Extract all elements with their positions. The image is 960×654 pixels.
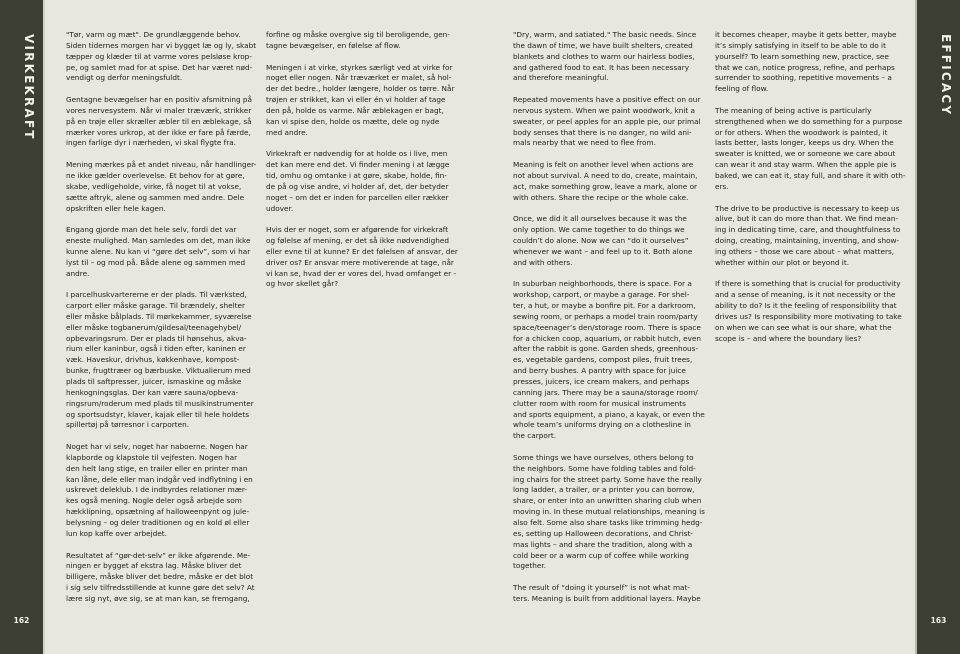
text-line: whether within our plot or beyond it. — [715, 257, 850, 267]
text-line: tid, omhu og omtanke i at gøre, skabe, holde, fin- — [266, 170, 447, 180]
text-line: ter, a hut, or maybe a bonfire pit. For a darkroom, — [513, 301, 696, 311]
paragraph — [66, 160, 262, 214]
text-line: In suburban neighborhoods, there is space. For a — [513, 279, 692, 289]
paragraph — [513, 214, 709, 268]
text-line: ters. Meaning is built from additional layers. Maybe — [513, 593, 701, 603]
text-line: trøjen er strikket, kan vi eller én vi holder af tage — [266, 95, 446, 105]
text-line: Resultatet af “gør-det-selv” er ikke afgørende. Me- — [66, 550, 251, 560]
right-side-band — [917, 0, 960, 654]
text-line: vendigt og derfor meningsfuldt. — [66, 73, 183, 83]
text-line: lasts better, lasts longer, keeps us dry. When the — [715, 138, 894, 148]
text-line: "Tør, varm og mæt". De grundlæggende behov. — [66, 30, 241, 39]
left-page-column-1 — [66, 30, 262, 616]
text-line: doing, creating, maintaining, inventing, and show- — [715, 236, 900, 246]
text-line: surrender to soothing, repetitive movements – a — [715, 73, 892, 83]
text-line: noget eller nogen. Når træværket er malet, så hol- — [266, 73, 452, 83]
text-line: klapborde og klapstole til vejfesten. Nogen har — [66, 452, 238, 462]
text-line: the neighbors. Some have folding tables and fold- — [513, 463, 696, 473]
text-line: sewing room, or perhaps a model train room/party — [513, 311, 698, 321]
paragraph — [66, 290, 262, 431]
text-line: sweater, or peel apples for an apple pie, our primal — [513, 116, 701, 126]
paragraph — [266, 225, 462, 290]
text-line: der det bedre., holder længere, holder os tørre. Når — [266, 84, 455, 94]
text-line: vi kan se, hvad der er vores del, hvad omfanget er - — [266, 268, 457, 278]
paragraph — [513, 583, 709, 605]
text-line: sætte aftryk, alene og sammen med andre. Dele — [66, 192, 245, 202]
text-line: strengthened when we do something for a purpose — [715, 116, 903, 126]
text-line: or for others. When the woodwork is painted, it — [715, 127, 888, 137]
text-line: blankets and clothes to warm our hairless bodies, — [513, 51, 695, 61]
text-line: udover. — [266, 203, 294, 213]
text-line: og følelse af mening, er det så ikke nødvendighed — [266, 236, 450, 246]
text-line: Meaning is felt on another level when actions are — [513, 160, 694, 170]
text-line: ing chairs for the street party. Some have the really — [513, 474, 702, 484]
text-line: Meningen i at virke, styrkes særligt ved at virke for — [266, 62, 453, 72]
text-line: on when we can see what is our share, what the — [715, 322, 892, 332]
text-line: it becomes cheaper, maybe it gets better, maybe — [715, 30, 897, 39]
text-line: body senses that there is no danger, no wild ani- — [513, 127, 692, 137]
paragraph — [513, 30, 709, 84]
text-line: med andre. — [266, 127, 308, 137]
paragraph — [715, 30, 911, 95]
text-line: canning jars. There may be a sauna/storage room/ — [513, 387, 698, 397]
text-line: it’s simply satisfying in itself to be able to do it — [715, 40, 886, 50]
text-line: also felt. Some also share tasks like trimming hedg- — [513, 517, 703, 527]
paragraph — [66, 95, 262, 149]
text-line: mas lights – and share the tradition, along with a — [513, 539, 693, 549]
text-line: plads til saftpresser, juicer, ismaskine og måske — [66, 377, 242, 386]
text-line: es, vegetable gardens, compost piles, fruit trees, — [513, 355, 693, 365]
text-line: Mening mærkes på et andet niveau, når handlinger- — [66, 160, 257, 170]
text-line: the dawn of time, we have built shelters, created — [513, 40, 693, 50]
text-line: couldn’t do alone. Now we can “do it ourselves” — [513, 236, 689, 246]
text-line: lun kop kaffe over arbejdet. — [66, 528, 167, 538]
paragraph — [513, 160, 709, 203]
paragraph — [266, 63, 462, 139]
text-line: feeling of flow. — [715, 84, 769, 94]
paragraph — [66, 442, 262, 540]
text-line: ingen farlige dyr i nærheden, vi skal flygte fra. — [66, 138, 236, 148]
text-line: det kan mere end det. Vi finder mening i at lægge — [266, 160, 450, 170]
text-line: billigere, måske bliver det bedre, måske er det blot — [66, 572, 254, 582]
text-line: Virkekraft er nødvendig for at holde os i live, men — [266, 149, 448, 159]
text-line: that we can, notice progress, refine, and perhaps — [715, 62, 895, 72]
paragraph — [715, 204, 911, 269]
text-line: and with others. — [513, 257, 573, 267]
text-line: the carport. — [513, 431, 557, 441]
text-line: lyst til – og mod på. Både alene og sammen med — [66, 257, 246, 267]
text-line: with others. Share the recipe or the whole cake. — [513, 192, 689, 202]
text-line: henkogningsglas. Der kan være sauna/opbeva- — [66, 387, 239, 397]
text-line: mærker vores urkrop, at der ikke er fare på færde, — [66, 127, 251, 137]
text-line: Noget har vi selv, noget har naboerne. Nogen har — [66, 442, 248, 452]
paragraph — [266, 149, 462, 214]
text-line: Siden tidernes morgen har vi bygget læ og ly, skabt — [66, 40, 257, 50]
text-line: The result of “doing it yourself” is not what mat- — [513, 583, 691, 593]
text-line: opbevaringsrum. Der er plads til hønsehus, akva- — [66, 333, 247, 343]
text-line: together. — [513, 561, 547, 571]
right-page-column-2 — [715, 30, 911, 355]
text-line: clutter room with room for musical instruments — [513, 398, 686, 408]
text-line: If there is something that is crucial for productivity — [715, 279, 901, 289]
text-line: vores nervesystem. Når vi maler træværk, strikker — [66, 105, 252, 115]
text-line: and a sense of meaning, is it not necessity or the — [715, 290, 896, 300]
text-line: noget – om det er inden for parcellen eller rækker — [266, 192, 449, 202]
text-line: væk. Haveskur, drivhus, køkkenhave, kompost- — [66, 355, 240, 365]
text-line: long ladder, a trailer, or a printer you can borrow, — [513, 485, 695, 495]
text-line: act, make something grow, leave a mark, alone or — [513, 181, 698, 191]
text-line: andre. — [66, 268, 90, 278]
text-line: I parcelhuskvartererne er der plads. Til værksted, — [66, 290, 247, 300]
text-line: eller måske bålplads. Til mørkekammer, syværelse — [66, 311, 252, 321]
text-line: alive, but it can do more than that. We find mean- — [715, 214, 899, 224]
text-line: nervous system. When we paint woodwork, knit a — [513, 105, 696, 115]
text-line: and berry bushes. A pantry with space for juice — [513, 366, 686, 376]
paragraph — [66, 30, 262, 84]
text-line: after the rabbit is gone. Garden sheds, greenhous- — [513, 344, 699, 354]
text-line: forfine og måske overgive sig til beroligende, gen- — [266, 30, 450, 39]
text-line: Some things we have ourselves, others belong to — [513, 452, 694, 462]
text-line: eller måske togbanerum/gildesal/teenagehybel/ — [66, 322, 242, 332]
text-line: The meaning of being active is particularly — [715, 105, 872, 115]
text-line: skabe, vedligeholde, virke, få noget til at vokse, — [66, 181, 242, 191]
text-line: hækklipning, opsætning af halloweenpynt og jule- — [66, 507, 250, 517]
right-page-column-1 — [513, 30, 709, 616]
text-line: presses, juicers, ice cream makers, and perhaps — [513, 377, 690, 386]
text-line: can wear it and stay warm. When the apple pie is — [715, 160, 897, 170]
text-line: moving in. In these mutual relationships, meaning is — [513, 507, 705, 517]
text-line: Repeated movements have a positive effect on our — [513, 95, 701, 105]
text-line: mals nearby that we need to flee from. — [513, 138, 656, 148]
text-line: drives us? Is responsibility more motivating to take — [715, 311, 902, 321]
left-page-column-2 — [266, 30, 462, 301]
text-line: og sportsudstyr, klaver, kajak eller til hele holdets — [66, 409, 250, 419]
text-line: kes også mening. Nogle deler også arbejde som — [66, 496, 242, 506]
text-line: only option. We came together to do things we — [513, 225, 685, 235]
text-line: whole team’s uniforms drying on a clothesline in — [513, 420, 691, 430]
text-line: not about survival. A need to do, create, maintain, — [513, 170, 698, 180]
right-page-number: 163 — [930, 616, 947, 625]
paragraph — [513, 95, 709, 149]
text-line: space/teenager’s den/storage room. There is space — [513, 322, 701, 332]
paragraph — [715, 106, 911, 193]
text-line: ing others – those we care about – what matters, — [715, 246, 895, 256]
left-page-number: 162 — [13, 616, 30, 625]
text-line: whenever we want – and feel up to it. Both alone — [513, 246, 693, 256]
text-line: i sig selv tilfredsstillende at kunne gøre det selv? At — [66, 583, 255, 593]
text-line: pe, og samlet mad for at spise. Det har været nød- — [66, 62, 253, 72]
text-line: The drive to be productive is necessary to keep us — [715, 203, 900, 213]
text-line: and gathered food to eat. It has been necessary — [513, 62, 690, 72]
text-line: og hvor skellet går? — [266, 279, 339, 289]
text-line: and sports equipment, a piano, a kayak, or even the — [513, 409, 705, 419]
text-line: eneste mulighed. Man samledes om det, man ikke — [66, 236, 251, 246]
text-line: ability to do? Is it the feeling of responsibility that — [715, 301, 897, 311]
text-line: and therefore meaningful. — [513, 73, 609, 83]
text-line: carport eller måske garage. Til brændely, shelter — [66, 301, 246, 311]
paragraph — [715, 279, 911, 344]
text-line: sweater is knitted, we or someone we care about — [715, 149, 896, 159]
text-line: baked, we can eat it, stay full, and share it with oth- — [715, 170, 906, 180]
text-line: den helt lang stige, en trailer eller en printer man — [66, 463, 248, 473]
text-line: Once, we did it all ourselves because it was the — [513, 214, 687, 224]
text-line: den på, holde os varme. Når æblekagen er bagt, — [266, 105, 444, 115]
paragraph — [266, 30, 462, 52]
paragraph — [66, 551, 262, 605]
right-section-title: EFFICACY — [938, 34, 953, 117]
paragraph — [513, 453, 709, 572]
text-line: kan vi spise den, holde os mætte, dele og nyde — [266, 116, 440, 126]
text-line: de på og vise andre, vi holder af, det, der betyder — [266, 181, 449, 191]
text-line: uskrevet deleklub. I de indbyrdes relationer mær- — [66, 485, 248, 495]
text-line: på en trøje eller skræller æbler til en æblekage, så — [66, 116, 252, 126]
text-line: rium eller kaninbur, også i tiden efter, kaninen er — [66, 344, 246, 354]
text-line: ne ikke gælder overlevelse. Et behov for at gøre, — [66, 170, 245, 180]
text-line: tagne bevægelser, en følelse af flow. — [266, 40, 401, 50]
text-line: eller evne til at kunne? Er det følelsen af ansvar, der — [266, 246, 458, 256]
text-line: belysning – og deler traditionen og en kold øl eller — [66, 517, 250, 527]
text-line: yourself? To learn something new, practice, see — [715, 51, 889, 61]
text-line: Hvis der er noget, som er afgørende for virkekraft — [266, 225, 449, 235]
text-line: for a chicken coop, aquarium, or rabbit hutch, even — [513, 333, 702, 343]
text-line: es, setting up Halloween decorations, and Christ- — [513, 528, 694, 538]
text-line: Engang gjorde man det hele selv, fordi det var — [66, 225, 237, 235]
paragraph — [513, 279, 709, 442]
text-line: opskriften eller hele kagen. — [66, 203, 166, 213]
text-line: Gentagne bevægelser har en positiv afsmitning på — [66, 95, 252, 105]
text-line: share, or enter into an unwritten sharing club when — [513, 496, 702, 506]
text-line: driver os? Er ansvar mere motiverende at tage, når — [266, 257, 454, 267]
text-line: kunne alene. Nu kan vi “gøre det selv”, som vi har — [66, 246, 251, 256]
paragraph — [66, 225, 262, 279]
text-line: "Dry, warm, and satiated." The basic needs. Since — [513, 30, 697, 39]
text-line: bunke, frugttræer og bærbuske. Viktualierum med — [66, 366, 251, 376]
text-line: ers. — [715, 181, 729, 191]
text-line: kan låne, dele eller man indgår ved indflytning i en — [66, 474, 253, 484]
text-line: ringsrum/roderum med plads til musikinstrumenter — [66, 398, 254, 408]
text-line: ningen er bygget af ekstra lag. Måske bliver det — [66, 561, 242, 571]
text-line: lære sig nyt, øve sig, se at man kan, se fremgang, — [66, 593, 250, 603]
text-line: scope is – and where the boundary lies? — [715, 333, 862, 343]
text-line: workshop, carport, or maybe a garage. For shel- — [513, 290, 690, 300]
text-line: cold beer or a warm cup of coffee while working — [513, 550, 689, 560]
text-line: ing in dedicating time, care, and thoughtfulness to — [715, 225, 901, 235]
left-side-band — [0, 0, 43, 654]
text-line: spillertøj på tørresnor i carporten. — [66, 420, 190, 430]
left-section-title: VIRKEKRAFT — [21, 34, 36, 141]
text-line: tæpper og klæder til at varme vores pelsløse krop- — [66, 51, 252, 61]
